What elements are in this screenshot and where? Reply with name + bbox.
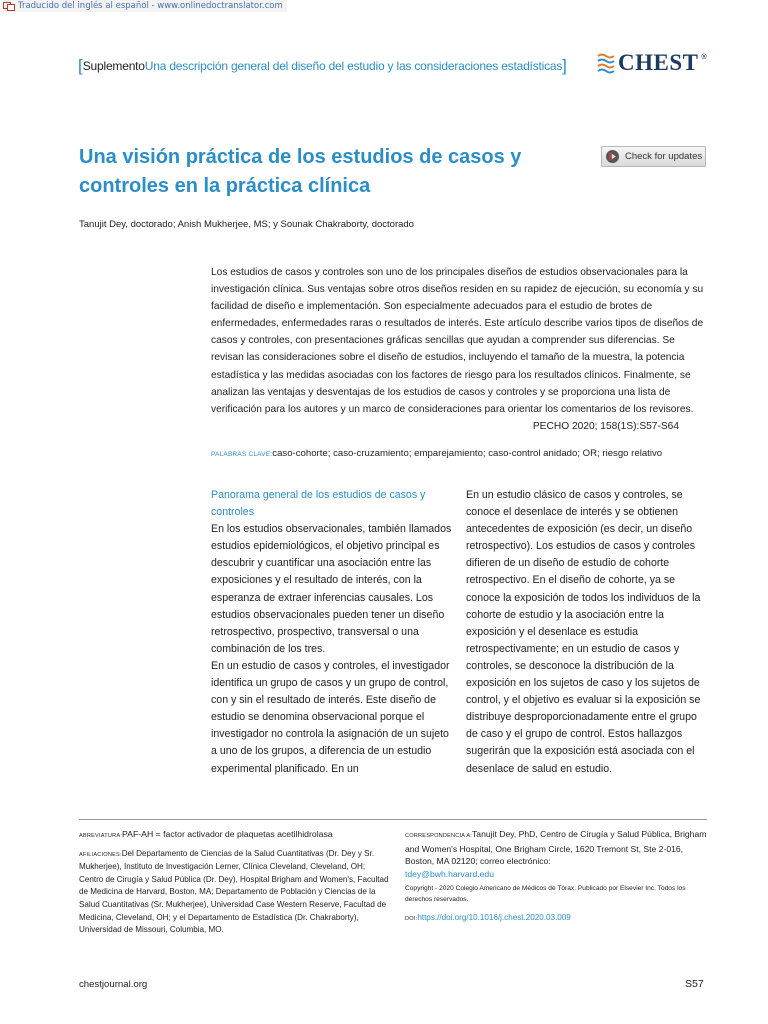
check-for-updates-button[interactable]	[601, 146, 706, 167]
page-number: S57	[685, 978, 704, 990]
copyright: Copyright - 2020 Colegio Americano de Médicos de Tórax. Publicado por Elsevier Inc. Todos los derechos reservados.	[405, 885, 686, 903]
citation: PECHO 2020; 158(1S):S57-S64	[532, 420, 679, 432]
affiliations-label: AFILIACIONES:	[79, 851, 122, 858]
abbreviations-text: PAF-AH = factor activador de plaquetas acetilhidrolasa	[122, 829, 333, 839]
affiliations	[79, 848, 389, 937]
keywords-text: caso-cohorte; caso-cruzamiento; emparejamiento; caso-control anidado; OR; riesgo relativo	[272, 448, 663, 459]
section-heading: Panorama general de los estudios de casos y controles	[211, 489, 426, 519]
translator-banner-text[interactable]: Traducido del inglés al español - www.onlinedoctranslator.com	[18, 1, 283, 11]
doi	[405, 912, 709, 926]
keywords	[211, 448, 662, 459]
footnotes-right	[405, 828, 709, 926]
bracket-close: ]	[562, 56, 567, 75]
affiliations-text: Del Departamento de Ciencias de la Salud Cuantitativas (Dr. Dey y Sr. Mukherjee), Instituto de Investigación Lerner, Clínica Cleveland, Cleveland, OH; Centro de Cirugía y Salud Pública (Dr. Dey), Hospital Brigham and Women's, Facultad de Medicina de Harvard, Boston, MA; Departamento de Población y Ciencias de la Salud Cuantitativas (Sr. Mukherjee), Universidad Case Western Reserve, Facultad de Medicina, Cleveland, OH; y el Departamento de Estadística (Dr. Chakraborty), Universidad de Missouri, Columbia, MO.	[79, 848, 389, 935]
article-title: Una visión práctica de los estudios de casos y controles en la práctica clínica	[79, 146, 522, 197]
supplement-header	[78, 57, 567, 75]
doi-label: DOI:	[405, 916, 418, 923]
abstract	[211, 264, 707, 435]
body-left-column	[211, 487, 457, 778]
bracket-open: [	[78, 56, 83, 75]
keywords-label: PALABRAS CLAVE:	[211, 451, 273, 458]
body-paragraph: En los estudios observacionales, también llamados estudios epidemiológicos, el objetivo principal es descubrir y cuantificar una asociación entre las exposiciones y el resultado de interés, con la esperanza de extraer inferencias causales. Los estudios observacionales pueden tener un diseño retrospectivo, prospectivo, transversal o una combinación de los tres.	[211, 523, 452, 655]
body-paragraph: En un estudio clásico de casos y controles, se conoce el desenlace de interés y se obtienen antecedentes de exposición (es decir, un diseño retrospectivo). Los estudios de casos y controles difieren de un diseño de estudio de cohorte retrospectivo. En el diseño de cohorte, ya se conoce la exposición de todos los individuos de la cohorte de estudio y la asociación entre la exposición y el desenlace es estudia retrospectivamente; en un estudio de casos y controles, se desconoce la distribución de la exposición en los sujetos de caso y los sujetos de control, y el objetivo es evaluar si la exposición se distribuye desproporcionadamente entre el grupo de caso y el grupo de control. Estos hallazgos sugerirán que la exposición está asociada con el desenlace de salud en estudio.	[466, 489, 701, 775]
correspondence	[405, 828, 709, 880]
doi-link[interactable]: https://doi.org/10.1016/j.chest.2020.03.009	[417, 913, 571, 923]
correspondence-text: Tanujit Dey, PhD, Centro de Cirugía y Salud Pública, Brigham and Women's Hospital, One Brigham Circle, 1620 Tremont St, Ste 2-016, Boston, MA 02120; correo electrónico:	[405, 829, 707, 867]
footnotes-left	[79, 828, 389, 937]
abstract-text: Los estudios de casos y controles son uno de los principales diseños de estudios observacionales para la investigación clínica. Sus ventajas sobre otros diseños residen en su rapidez de ejecución, su economía y su facilidad de diseño e implementación. Son especialmente adecuados para el estudio de brotes de enfermedades, enfermedades raras o resultados de interés. Este artículo describe varios tipos de diseños de casos y controles, con presentaciones gráficas sencillas que ayudan a comprender sus diferencias. Se revisan las consideraciones sobre el diseño de estudios, incluyendo el tamaño de la muestra, la potencia estadística y las medidas asociadas con los factores de riesgo para los resultados clínicos. Finalmente, se analizan las ventajas y desventajas de los estudios de casos y controles y se proporciona una lista de verificación para los autores y un marco de consideraciones para orientar los comentarios de los revisores.	[211, 267, 704, 415]
supplement-label: Suplemento	[82, 59, 145, 73]
authors: Tanujit Dey, doctorado; Anish Mukherjee, MS; y Sounak Chakraborty, doctorado	[79, 219, 414, 230]
abbreviations-label: ABREVIATURA:	[79, 833, 123, 839]
body-paragraph: En un estudio de casos y controles, el investigador identifica un grupo de casos y un grupo de control, con y sin el resultado de interés. Este diseño de estudio se denomina observacional porque el investigador no controla la asignación de un sujeto a uno de los grupos, a diferencia de un estudio experimental planificado. En un	[211, 659, 450, 775]
abbreviations	[79, 828, 389, 843]
trademark-mark: ®	[700, 53, 708, 61]
chest-logo-text: CHEST	[618, 50, 699, 75]
correspondence-label: CORRESPONDENCIA A:	[405, 833, 473, 839]
check-updates-label[interactable]: Check for updates	[625, 151, 703, 162]
translator-icon	[3, 2, 15, 11]
supplement-topic: Una descripción general del diseño del estudio y las consideraciones estadísticas	[144, 59, 563, 73]
journal-url[interactable]: chestjournal.org	[79, 979, 148, 990]
chest-logo	[596, 51, 707, 75]
check-updates-icon	[605, 149, 620, 164]
email-link[interactable]: tdey@bwh.harvard.edu	[405, 868, 494, 879]
chest-logo-icon	[596, 52, 616, 74]
translator-banner[interactable]	[3, 0, 287, 12]
footnote-divider	[79, 819, 707, 820]
body-right-column	[466, 487, 708, 778]
